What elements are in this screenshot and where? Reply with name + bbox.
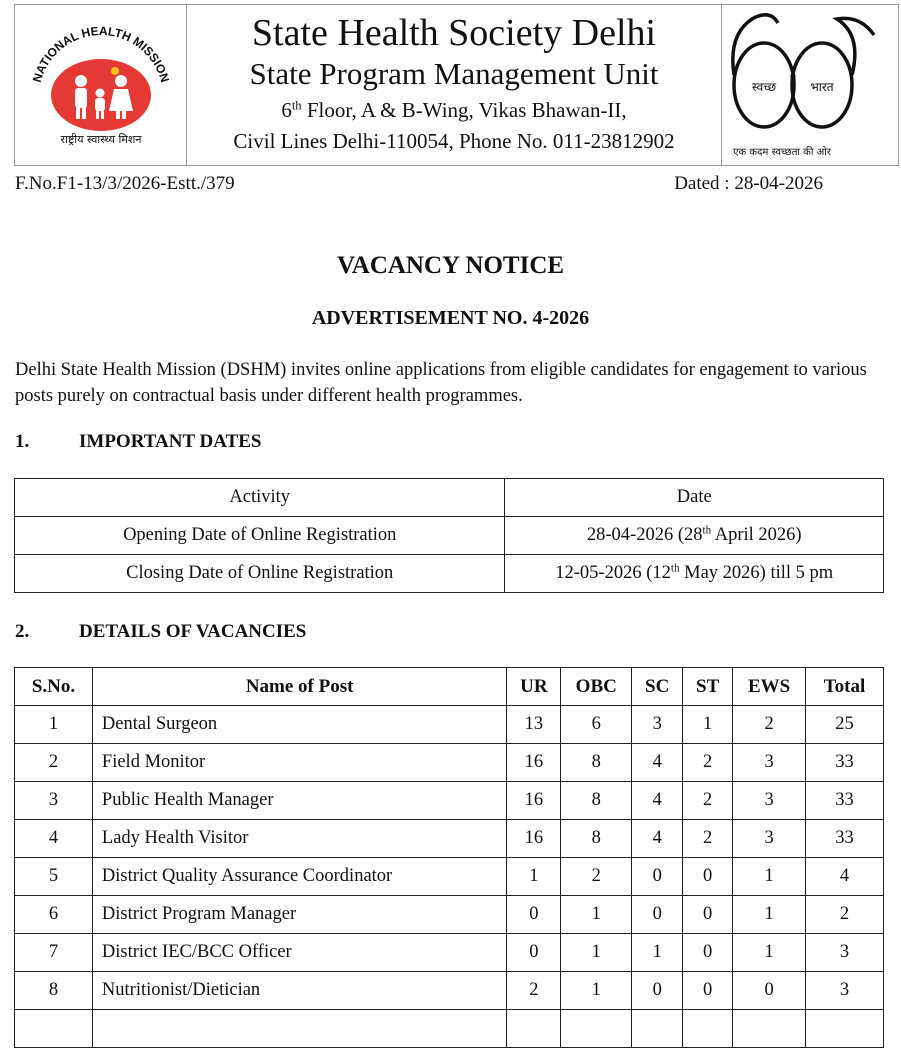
obc-cell: 6 [561, 706, 632, 744]
ews-cell: 1 [733, 934, 806, 972]
table-row [15, 858, 884, 896]
ur-cell: 2 [507, 972, 561, 1010]
obc-cell: 1 [561, 972, 632, 1010]
activity-cell: Opening Date of Online Registration [15, 517, 505, 555]
date-cell: 12-05-2026 (12th May 2026) till 5 pm [505, 555, 884, 593]
header-date: Date [505, 479, 884, 517]
date-cell: 28-04-2026 (28th April 2026) [505, 517, 884, 555]
sno-cell: 1 [15, 706, 93, 744]
sno-cell: 8 [15, 972, 93, 1010]
st-cell: 2 [683, 744, 733, 782]
letterhead [14, 4, 899, 166]
nhm-logo [15, 5, 187, 165]
obc-cell: 1 [561, 934, 632, 972]
sc-cell: 0 [632, 972, 683, 1010]
table-row [15, 1010, 884, 1048]
vacancies-table [14, 667, 884, 1048]
sc-cell: 4 [632, 744, 683, 782]
st-cell: 0 [683, 934, 733, 972]
total-cell: 33 [806, 782, 884, 820]
section-number: 1. [15, 431, 30, 452]
table-row [15, 782, 884, 820]
sc-cell: 1 [632, 934, 683, 972]
sc-cell: 4 [632, 782, 683, 820]
table-header-row [15, 668, 884, 706]
table-row [15, 706, 884, 744]
section-title: IMPORTANT DATES [79, 431, 262, 452]
total-cell: 33 [806, 820, 884, 858]
table-row [15, 517, 884, 555]
section-title: DETAILS OF VACANCIES [79, 621, 307, 642]
post-name-cell: Field Monitor [92, 744, 506, 782]
ews-cell: 1 [733, 896, 806, 934]
total-cell: 25 [806, 706, 884, 744]
sc-cell [632, 1010, 683, 1048]
activity-cell: Closing Date of Online Registration [15, 555, 505, 593]
file-number: F.No.F1-13/3/2026-Estt./379 [15, 173, 235, 194]
header-ur: UR [507, 668, 561, 706]
st-cell: 1 [683, 706, 733, 744]
table-row [15, 934, 884, 972]
st-cell: 0 [683, 896, 733, 934]
total-cell [806, 1010, 884, 1048]
obc-cell [561, 1010, 632, 1048]
st-cell: 0 [683, 972, 733, 1010]
table-header-row [15, 479, 884, 517]
post-name-cell: Lady Health Visitor [92, 820, 506, 858]
ur-cell: 1 [507, 858, 561, 896]
header-obc: OBC [561, 668, 632, 706]
sc-cell: 4 [632, 820, 683, 858]
notice-title: VACANCY NOTICE [336, 252, 565, 279]
nhm-tagline: राष्ट्रीय स्वास्थ्य मिशन [60, 133, 142, 146]
ur-cell: 16 [507, 744, 561, 782]
ews-cell: 0 [733, 972, 806, 1010]
st-cell: 0 [683, 858, 733, 896]
ews-cell: 3 [733, 744, 806, 782]
obc-cell: 8 [561, 820, 632, 858]
header-sc: SC [632, 668, 683, 706]
header-sno: S.No. [15, 668, 93, 706]
header-activity: Activity [15, 479, 505, 517]
nhm-ring-text: NATIONAL HEALTH MISSION [29, 23, 173, 84]
ur-cell: 0 [507, 934, 561, 972]
total-cell: 3 [806, 934, 884, 972]
sno-cell: 6 [15, 896, 93, 934]
table-row [15, 555, 884, 593]
ur-cell: 0 [507, 896, 561, 934]
st-cell: 2 [683, 782, 733, 820]
dated: Dated : 28-04-2026 [674, 173, 823, 194]
ews-cell: 3 [733, 782, 806, 820]
table-row [15, 972, 884, 1010]
post-name-cell: Public Health Manager [92, 782, 506, 820]
sc-cell: 3 [632, 706, 683, 744]
total-cell: 4 [806, 858, 884, 896]
ur-cell: 13 [507, 706, 561, 744]
ews-cell: 3 [733, 820, 806, 858]
header-total: Total [806, 668, 884, 706]
ews-cell: 2 [733, 706, 806, 744]
advertisement-number: ADVERTISEMENT NO. 4-2026 [311, 307, 590, 329]
ews-cell [733, 1010, 806, 1048]
ur-cell: 16 [507, 820, 561, 858]
table-row [15, 896, 884, 934]
post-name-cell: District IEC/BCC Officer [92, 934, 506, 972]
sno-cell [15, 1010, 93, 1048]
post-name-cell: District Quality Assurance Coordinator [92, 858, 506, 896]
table-row [15, 820, 884, 858]
total-cell: 2 [806, 896, 884, 934]
sno-cell: 4 [15, 820, 93, 858]
right-lens-text: भारत [810, 80, 834, 94]
important-dates-table [14, 478, 884, 593]
swachh-bharat-logo [721, 5, 898, 165]
org-title: State Health Society Delhi [251, 12, 657, 54]
ur-cell: 16 [507, 782, 561, 820]
post-name-cell [92, 1010, 506, 1048]
swachh-tagline: एक कदम स्वच्छता की ओर [733, 147, 831, 158]
national-health-mission-logo-icon [15, 5, 185, 165]
header-post: Name of Post [92, 668, 506, 706]
table-row [15, 744, 884, 782]
post-name-cell: Nutritionist/Dietician [92, 972, 506, 1010]
obc-cell: 1 [561, 896, 632, 934]
intro-paragraph: Delhi State Health Mission (DSHM) invites online applications from eligible candidates for engagement to various posts purely on contractual basis under different health programmes. [15, 360, 867, 406]
total-cell: 3 [806, 972, 884, 1010]
address-line-1: 6th Floor, A & B-Wing, Vikas Bhawan-II, [281, 98, 627, 122]
org-address-block [187, 5, 721, 165]
total-cell: 33 [806, 744, 884, 782]
st-cell [683, 1010, 733, 1048]
sno-cell: 7 [15, 934, 93, 972]
unit-title: State Program Management Unit [249, 56, 659, 91]
sno-cell: 2 [15, 744, 93, 782]
ur-cell [507, 1010, 561, 1048]
header-ews: EWS [733, 668, 806, 706]
post-name-cell: District Program Manager [92, 896, 506, 934]
sno-cell: 3 [15, 782, 93, 820]
section-number: 2. [15, 621, 30, 642]
ews-cell: 1 [733, 858, 806, 896]
address-line-2: Civil Lines Delhi-110054, Phone No. 011-23812902 [233, 129, 675, 153]
obc-cell: 8 [561, 744, 632, 782]
obc-cell: 8 [561, 782, 632, 820]
swachh-bharat-glasses-icon [722, 5, 897, 165]
sno-cell: 5 [15, 858, 93, 896]
obc-cell: 2 [561, 858, 632, 896]
left-lens-text: स्वच्छ [751, 80, 777, 94]
sc-cell: 0 [632, 896, 683, 934]
header-st: ST [683, 668, 733, 706]
st-cell: 2 [683, 820, 733, 858]
post-name-cell: Dental Surgeon [92, 706, 506, 744]
sc-cell: 0 [632, 858, 683, 896]
